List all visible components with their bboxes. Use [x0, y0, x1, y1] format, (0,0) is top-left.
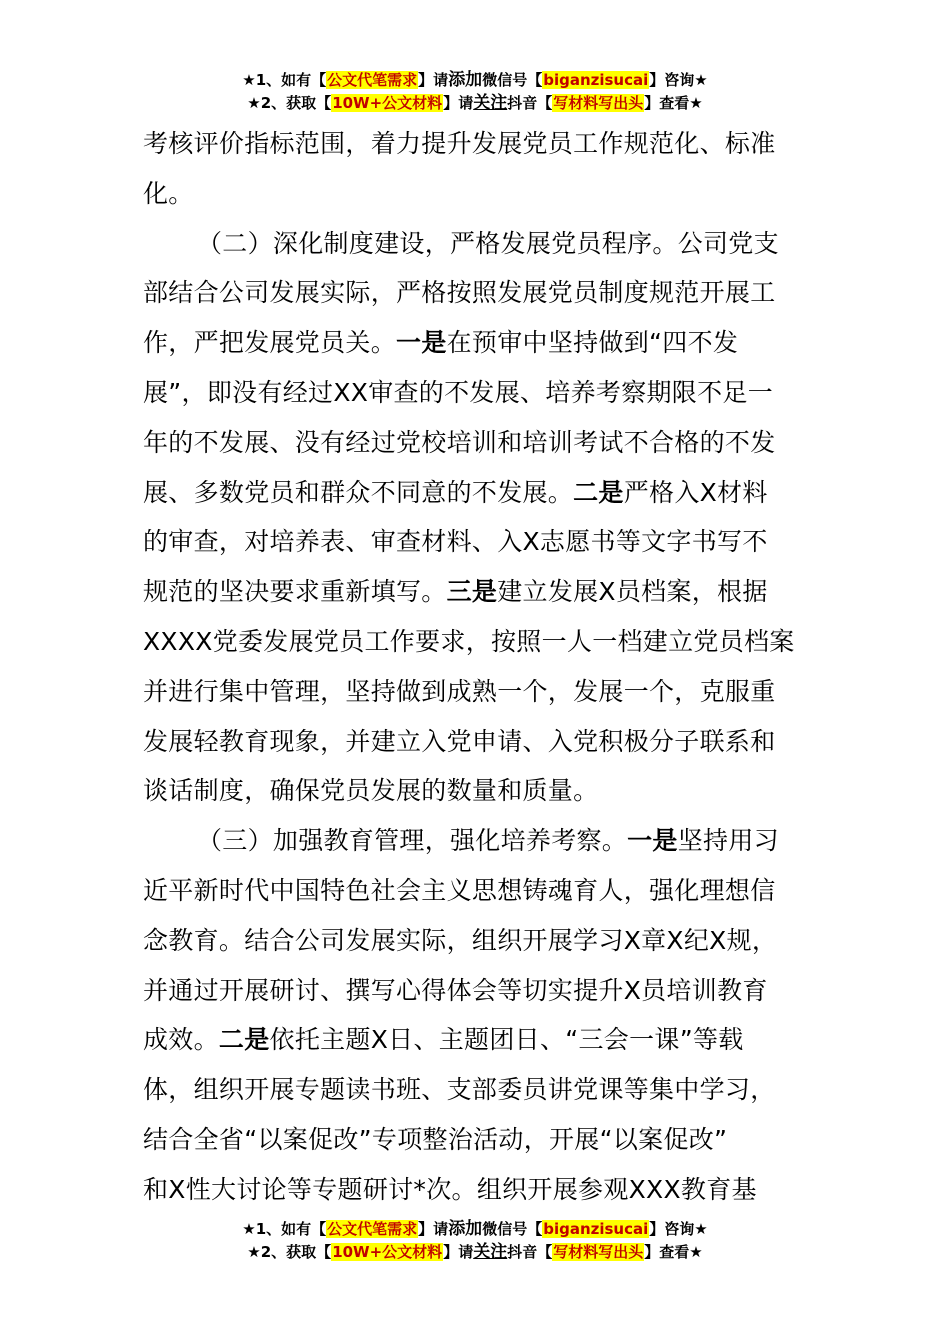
header-text: 抖音【 [507, 94, 553, 112]
footer-emphasis: 添加 [448, 1219, 483, 1239]
bold-marker: 三是 [446, 577, 498, 607]
body-line: 考核评价指标范围，着力提升发展党员工作规范化、标准 [143, 129, 776, 158]
footer-text: 抖音【 [507, 1243, 553, 1261]
body-line: 体，组织开展专题读书班、支部委员讲党课等集中学习， [143, 1075, 776, 1105]
body-text: 展、多数党员和群众不同意的不发展。 [143, 477, 574, 507]
header-text: 】查看★ [644, 94, 703, 112]
body-line: 近平新时代中国特色社会主义思想铸魂育人，强化理想信 [143, 875, 776, 905]
body-line: 发展轻教育现象，并建立入党申请、入党积极分子联系和 [143, 726, 776, 756]
footer-text: 】请 [418, 1220, 449, 1238]
highlight-tag: 写材料写出头 [553, 1243, 644, 1261]
footer-text: 】请 [443, 1243, 474, 1261]
body-line [143, 468, 813, 518]
body-text: 依托主题X日、主题团日、“三会一课”等载 [269, 1025, 744, 1055]
highlight-tag: 写材料写出头 [553, 94, 644, 112]
body-text: 建立发展X员档案，根据 [497, 577, 768, 607]
body-line: 念教育。结合公司发展实际，组织开展学习X章X纪X规， [143, 925, 778, 955]
body-line: XXXX党委发展党员工作要求，按照一人一档建立党员档案 [143, 626, 795, 656]
footer-text: ★2、获取【 [247, 1243, 332, 1261]
header-text: ★1、如有【 [242, 71, 327, 89]
body-line [143, 318, 813, 368]
footer-banner [0, 1218, 950, 1264]
footer-text: 微信号【 [482, 1220, 543, 1238]
body-line: 结合全省“以案促改”专项整治活动，开展“以案促改” [143, 1124, 728, 1154]
header-line-1 [0, 69, 950, 92]
body-line: 谈话制度，确保党员发展的数量和质量。 [143, 776, 599, 806]
bold-marker: 二是 [218, 1025, 270, 1055]
header-line-2 [0, 92, 950, 115]
body-line: 并进行集中管理，坚持做到成熟一个，发展一个，克服重 [143, 676, 776, 706]
body-text: 成效。 [143, 1025, 219, 1055]
header-banner [0, 69, 950, 115]
footer-text: 】查看★ [644, 1243, 703, 1261]
highlight-tag: 公文代笔需求 [327, 1220, 418, 1238]
header-emphasis: 关注 [473, 93, 508, 113]
body-line: 年的不发展、没有经过党校培训和培训考试不合格的不发 [143, 427, 776, 457]
body-line: 和X性大讨论等专题研讨*次。组织开展参观XXX教育基 [143, 1174, 757, 1204]
header-text: 】请 [418, 71, 449, 89]
header-text: 】请 [443, 94, 474, 112]
bold-marker: 一是 [396, 328, 447, 358]
highlight-tag: 公文代笔需求 [327, 71, 418, 89]
footer-text: ★1、如有【 [242, 1220, 327, 1238]
body-line: 部结合公司发展实际，严格按照发展党员制度规范开展工 [143, 278, 776, 308]
highlight-tag: 10W+公文材料 [332, 1243, 443, 1261]
bold-marker: 一是 [627, 826, 678, 856]
header-text: 】咨询★ [649, 71, 708, 89]
highlight-tag: biganzisucai [543, 1220, 649, 1238]
header-text: ★2、获取【 [247, 94, 332, 112]
body-line: 展”，即没有经过XX审查的不发展、培养考察期限不足一 [143, 377, 774, 407]
body-line: 化。 [143, 178, 194, 208]
document-body [143, 119, 813, 1215]
body-line: 并通过开展研讨、撰写心得体会等切实提升X员培训教育 [143, 975, 768, 1005]
header-emphasis: 添加 [448, 70, 483, 90]
footer-text: 】咨询★ [649, 1220, 708, 1238]
bold-marker: 二是 [573, 477, 624, 507]
body-text: 规范的坚决要求重新填写。 [143, 577, 447, 607]
section-heading-3 [143, 816, 813, 866]
section-heading-2: （二）深化制度建设，严格发展党员程序。公司党支 [197, 228, 779, 258]
header-text: 微信号【 [482, 71, 543, 89]
body-text: 作，严把发展党员关。 [143, 328, 397, 358]
body-line: 的审查，对培养表、审查材料、入X志愿书等文字书写不 [143, 527, 768, 557]
body-text: （三）加强教育管理，强化培养考察。 [197, 826, 628, 856]
footer-line-1 [0, 1218, 950, 1241]
footer-emphasis: 关注 [473, 1242, 508, 1262]
body-text: 严格入X材料 [623, 477, 768, 507]
highlight-tag: 10W+公文材料 [332, 94, 443, 112]
highlight-tag: biganzisucai [543, 71, 649, 89]
body-line [143, 567, 813, 617]
body-line [143, 1015, 813, 1065]
body-text: 在预审中坚持做到“四不发 [446, 328, 739, 358]
footer-line-2 [0, 1241, 950, 1264]
body-text: 坚持用习 [677, 826, 779, 856]
